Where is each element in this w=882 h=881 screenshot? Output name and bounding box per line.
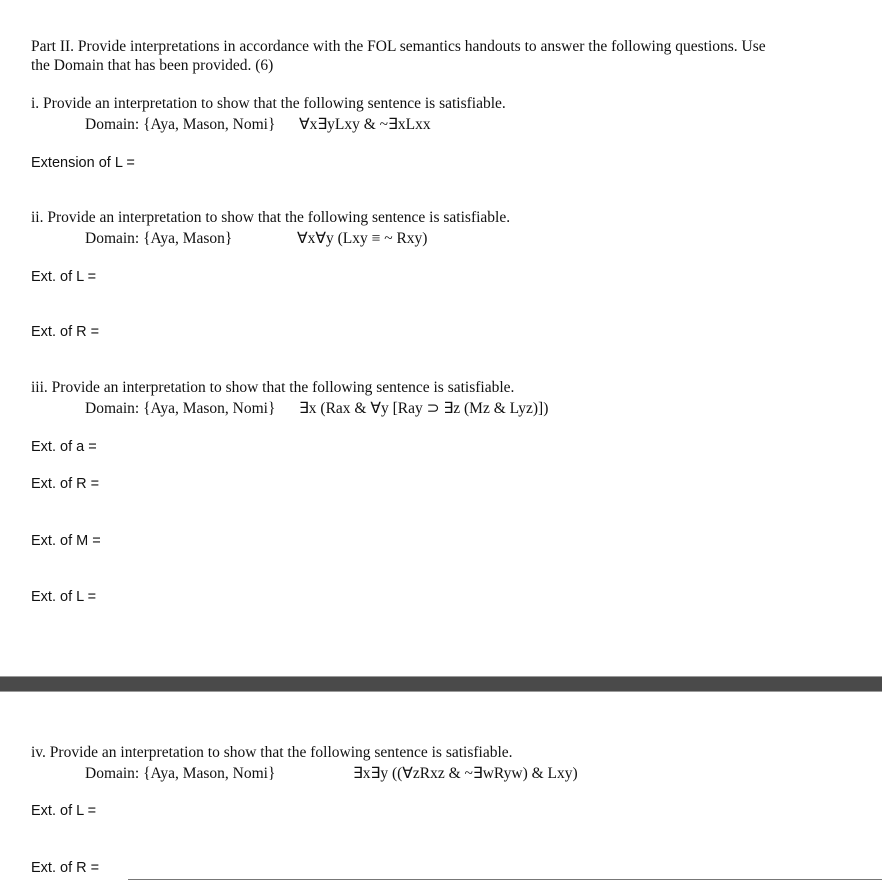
question-3-prompt: iii. Provide an interpretation to show that the following sentence is satisfiable. bbox=[31, 379, 515, 396]
question-4-ext-l: Ext. of L = bbox=[31, 803, 97, 819]
question-1-prompt: i. Provide an interpretation to show that the following sentence is satisfiable. bbox=[31, 95, 506, 112]
question-3-ext-m: Ext. of M = bbox=[31, 533, 101, 549]
question-3-ext-a: Ext. of a = bbox=[31, 439, 97, 455]
bottom-rule bbox=[128, 879, 882, 880]
question-3-domain: Domain: {Aya, Mason, Nomi} bbox=[85, 400, 276, 417]
question-3-sentence: ∃x (Rax & ∀y [Ray ⊃ ∃z (Mz & Lyz)]) bbox=[299, 400, 549, 417]
part-heading-line-2: the Domain that has been provided. (6) bbox=[31, 57, 274, 74]
question-4-sentence: ∃x∃y ((∀zRxz & ~∃wRyw) & Lxy) bbox=[353, 765, 578, 782]
question-1-extension-l: Extension of L = bbox=[31, 155, 135, 171]
question-2-sentence: ∀x∀y (Lxy ≡ ~ Rxy) bbox=[297, 230, 428, 247]
question-2-ext-l: Ext. of L = bbox=[31, 269, 97, 285]
question-2-prompt: ii. Provide an interpretation to show that the following sentence is satisfiable. bbox=[31, 209, 511, 226]
question-3-ext-l: Ext. of L = bbox=[31, 589, 97, 605]
question-4-ext-r: Ext. of R = bbox=[31, 860, 100, 876]
question-2-domain: Domain: {Aya, Mason} bbox=[85, 230, 233, 247]
page-break-divider bbox=[0, 676, 882, 692]
question-1-domain: Domain: {Aya, Mason, Nomi} bbox=[85, 116, 276, 133]
question-2-ext-r: Ext. of R = bbox=[31, 324, 100, 340]
part-heading-line-1: Part II. Provide interpretations in accordance with the FOL semantics handouts to answer the following questions. Use bbox=[31, 38, 766, 55]
question-4-domain: Domain: {Aya, Mason, Nomi} bbox=[85, 765, 276, 782]
question-1-sentence: ∀x∃yLxy & ~∃xLxx bbox=[299, 116, 431, 133]
question-3-ext-r: Ext. of R = bbox=[31, 476, 100, 492]
question-4-prompt: iv. Provide an interpretation to show that the following sentence is satisfiable. bbox=[31, 744, 513, 761]
